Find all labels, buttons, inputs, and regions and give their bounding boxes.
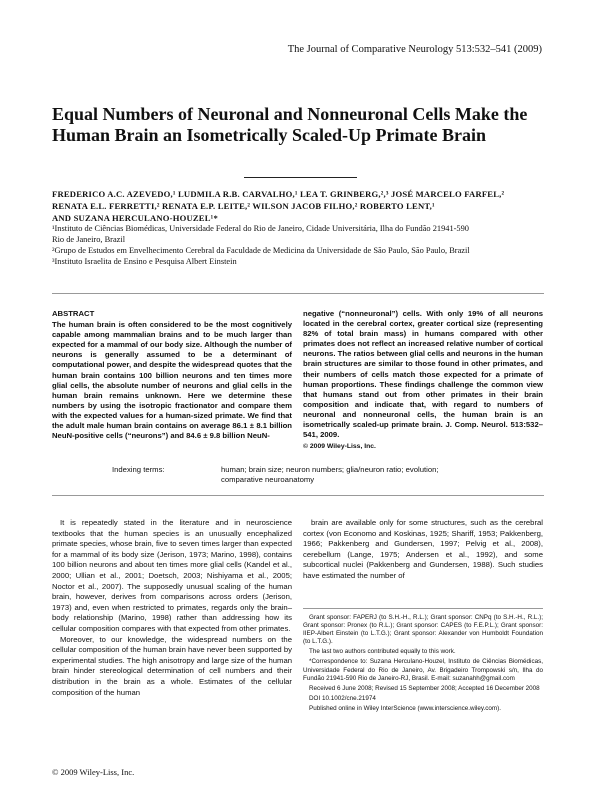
author-line-2: RENATA E.L. FERRETTI,² RENATA E.P. LEITE,² WILSON JACOB FILHO,² ROBERTO LENT,¹ (52, 201, 435, 211)
footnote-rule (303, 608, 543, 609)
abstract-top-rule (52, 293, 544, 294)
affiliation-1: ¹Instituto de Ciências Biomédicas, Universidade Federal do Rio de Janeiro, Cidade Universitária, Ilha do Fundão 21941-590 (52, 224, 469, 233)
indexing-terms (112, 465, 452, 485)
affiliations (52, 223, 544, 267)
abstract-bottom-rule (52, 495, 544, 496)
journal-header: The Journal of Comparative Neurology 513:532–541 (2009) (287, 44, 542, 55)
footnote-equal-contribution: The last two authors contributed equally to this work. (309, 648, 456, 656)
body-paragraph: It is repeatedly stated in the literature and in neuroscience textbooks that the human species is an unusually encephalized primate species, whose brain, five to seven times larger than expected for a mammal of its body size (Jerison, 1973; Marino, 1998), contains 100 billion neurons and about ten times more glial cells (Kandel et al., 2000; Ullian et al., 2001; Doetsch, 2003; Nishiyama et al., 2005; Noctor et al., 2007). The supposedly unusual scaling of the human brain, however, derives from comparisons across orders (Jerison, 1973) and, even when restricted to primates, regards only the brain–body relationship (Marino, 1998) rather than addressing how its cellular composition compares with that expected from other primates. (52, 518, 292, 633)
affiliation-3: ³Instituto Israelita de Ensino e Pesquisa Albert Einstein (52, 257, 237, 266)
footnotes (303, 608, 543, 715)
indexing-terms-label: Indexing terms: (112, 465, 165, 474)
footnote-doi: DOI 10.1002/cne.21974 (309, 694, 376, 702)
footnote-published: Published online in Wiley InterScience (www.interscience.wiley.com). (309, 704, 502, 712)
indexing-terms-value: human; brain size; neuron numbers; glia/neuron ratio; evolution; comparative neuroanatomy (221, 465, 439, 484)
article-title: Equal Numbers of Neuronal and Nonneuronal Cells Make the Human Brain an Isometrically Scaled-Up Primate Brain (52, 104, 528, 145)
footnote-correspondence: *Correspondence to: Suzana Herculano-Houzel, Instituto de Ciências Biomédicas, Universidade Federal do Rio de Janeiro, Av. Brigadeiro Trompowski s/n, Ilha do Fundão 21941-590 Rio de Janeiro-RJ, Brasil. E-mail: suzanahh@gmail.com (303, 658, 543, 682)
body-left-column (52, 518, 292, 698)
author-line-3: AND SUZANA HERCULANO-HOUZEL¹* (52, 213, 218, 223)
body-paragraph: Moreover, to our knowledge, the widespread numbers on the cellular composition of the human brain have never been supported by experimental studies. The high anisotropy and large size of the human brain hinder stereological determination of cell numbers and their distribution in the brain as a whole. Estimates of the cellular composition of the human (52, 634, 292, 697)
body-paragraph: brain are available only for some structures, such as the cerebral cortex (von Economo and Koskinas, 1925; Shariff, 1953; Pakkenberg, 1966; Pakkenberg and Gundersen, 1997; Pelvig et al., 2008), cerebellum (Lange, 1975; Andersen et al., 1992), and some subcortical nuclei (Pakkenberg and Gundersen, 1988). Such studies have estimated the number of (303, 518, 543, 580)
abstract-copyright: © 2009 Wiley-Liss, Inc. (303, 443, 376, 451)
affiliation-2: ²Grupo de Estudos em Envelhecimento Cerebral da Faculdade de Medicina da Universidade de São Paulo, São Paulo, Brazil (52, 246, 470, 255)
author-list (52, 188, 544, 224)
page-footer-copyright: © 2009 Wiley-Liss, Inc. (52, 767, 135, 777)
abstract-heading: ABSTRACT (52, 309, 95, 318)
title-rule (244, 177, 357, 178)
affiliation-1-cont: Rio de Janeiro, Brazil (52, 235, 126, 244)
footnote-grants: Grant sponsor: FAPERJ (to S.H.-H., R.L.); Grant sponsor: CNPq (to S.H.-H., R.L.); Grant sponsor: Pronex (to R.L.); Grant sponsor: CAPES (to F.E.P.L.); Grant sponsor: IIEP-Albert Einstein (to L.T.G.); Grant sponsor: Alexander von Humboldt Foundation (to L.T.G.). (303, 614, 543, 646)
abstract-right-column (303, 309, 543, 452)
abstract-left-column (52, 309, 292, 441)
body-right-column (303, 518, 543, 582)
abstract-text-right: negative (“nonneuronal”) cells. With only 19% of all neurons located in the cerebral cortex, greater cortical size (representing 82% of total brain mass) in humans compared with other primates does not reflect an increased relative number of cortical neurons. The ratios between glial cells and neurons in the human brain structures are similar to those found in other primates, and their numbers of cells match those expected for a primate of human proportions. These findings challenge the common view that humans stand out from other primates in their brain composition and indicate that, with regard to numbers of neuronal and nonneuronal cells, the human brain is an isometrically scaled-up primate brain. J. Comp. Neurol. 513:532–541, 2009. (303, 309, 543, 440)
footnote-received: Received 6 June 2008; Revised 15 September 2008; Accepted 16 December 2008 (309, 684, 540, 692)
author-line-1: FREDERICO A.C. AZEVEDO,¹ LUDMILA R.B. CARVALHO,¹ LEA T. GRINBERG,²,³ JOSÉ MARCELO FARFEL,² (52, 189, 505, 199)
abstract-text-left: The human brain is often considered to be the most cognitively capable among mammalian brains and to be much larger than expected for a mammal of our body size. Although the number of neurons is generally assumed to be a determinant of computational power, and despite the widespread quotes that the human brain contains 100 billion neurons and ten times more glial cells, the absolute number of neurons and glial cells in the human brain remains unknown. Here we determine these numbers by using the isotropic fractionator and compare them with the expected values for a human-sized primate. We find that the adult male human brain contains on average 86.1 ± 8.1 billion NeuN-positive cells (“neurons”) and 84.6 ± 9.8 billion NeuN- (52, 320, 292, 441)
